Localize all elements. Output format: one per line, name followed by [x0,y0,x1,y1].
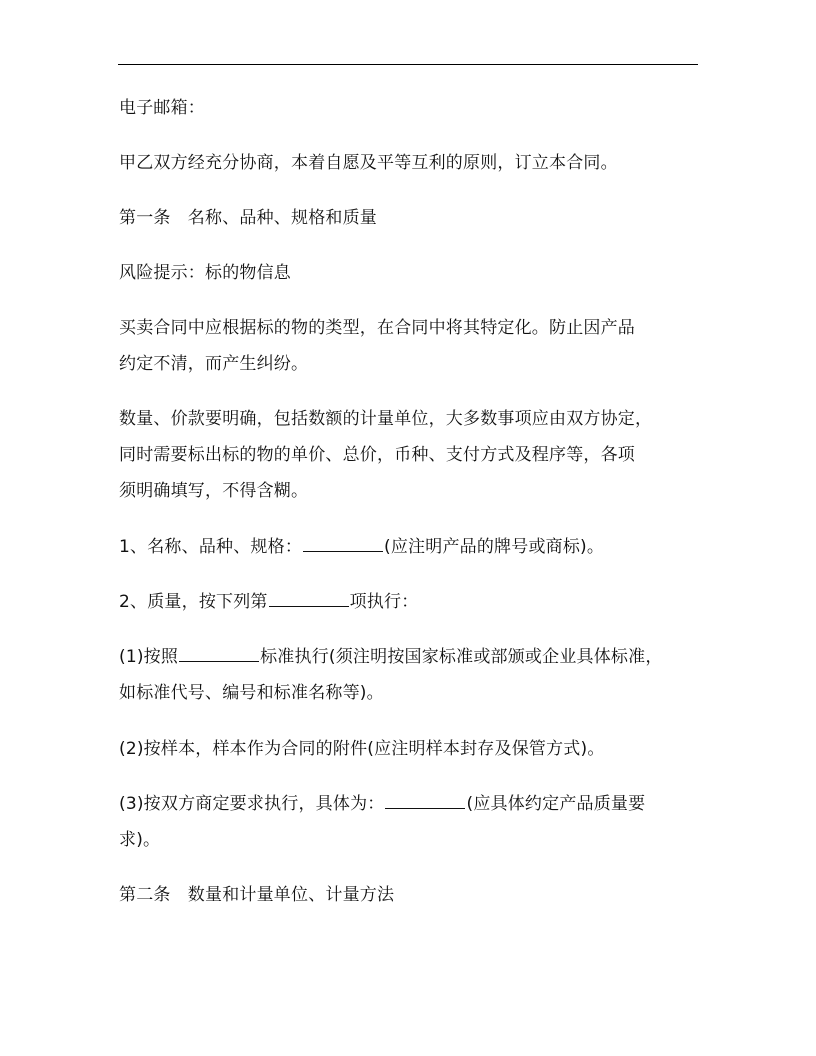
sub-item-1-prefix: (1)按照 [119,647,179,667]
email-line: 电子邮箱： [119,98,205,118]
paragraph-2-line-3: 须明确填写，不得含糊。 [119,481,309,501]
sub-item-1-blank [179,645,259,662]
header-rule [118,64,698,65]
item-1-line [119,535,604,559]
paragraph-2-line-1: 数量、价款要明确，包括数额的计量单位，大多数事项应由双方协定， [119,409,653,429]
sub-item-1-line-1 [119,645,663,669]
article-2-heading: 第二条 数量和计量单位、计量方法 [119,885,395,905]
paragraph-1-line-2: 约定不清，而产生纠纷。 [119,354,309,374]
item-1-blank [303,535,383,552]
item-2-suffix: 项执行： [349,592,419,612]
paragraph-2-line-2: 同时需要标出标的物的单价、总价，币种、支付方式及程序等，各项 [119,445,635,465]
item-1-suffix: (应注明产品的牌号或商标)。 [384,537,605,557]
sub-item-1-suffix: 标准执行(须注明按国家标准或部颁或企业具体标准， [260,647,663,667]
item-2-prefix: 2、质量，按下列第 [119,592,268,612]
sub-item-3-suffix: (应具体约定产品质量要 [466,794,646,814]
item-2-line [119,590,418,614]
paragraph-1-line-1: 买卖合同中应根据标的物的类型，在合同中将其特定化。防止因产品 [119,318,635,338]
intro-paragraph: 甲乙双方经充分协商，本着自愿及平等互利的原则，订立本合同。 [119,153,618,173]
article-1-heading: 第一条 名称、品种、规格和质量 [119,208,377,228]
sub-item-1-line-2: 如标准代号、编号和标准名称等)。 [119,683,384,703]
risk-tip: 风险提示：标的物信息 [119,263,291,283]
sub-item-3-line-1 [119,792,645,816]
item-2-blank [269,590,349,607]
item-1-prefix: 1、名称、品种、规格： [119,537,303,557]
sub-item-3-blank [385,792,465,809]
sub-item-3-prefix: (3)按双方商定要求执行，具体为： [119,794,385,814]
sub-item-2-line: (2)按样本，样本作为合同的附件(应注明样本封存及保管方式)。 [119,739,605,759]
sub-item-3-line-2: 求)。 [119,830,161,850]
